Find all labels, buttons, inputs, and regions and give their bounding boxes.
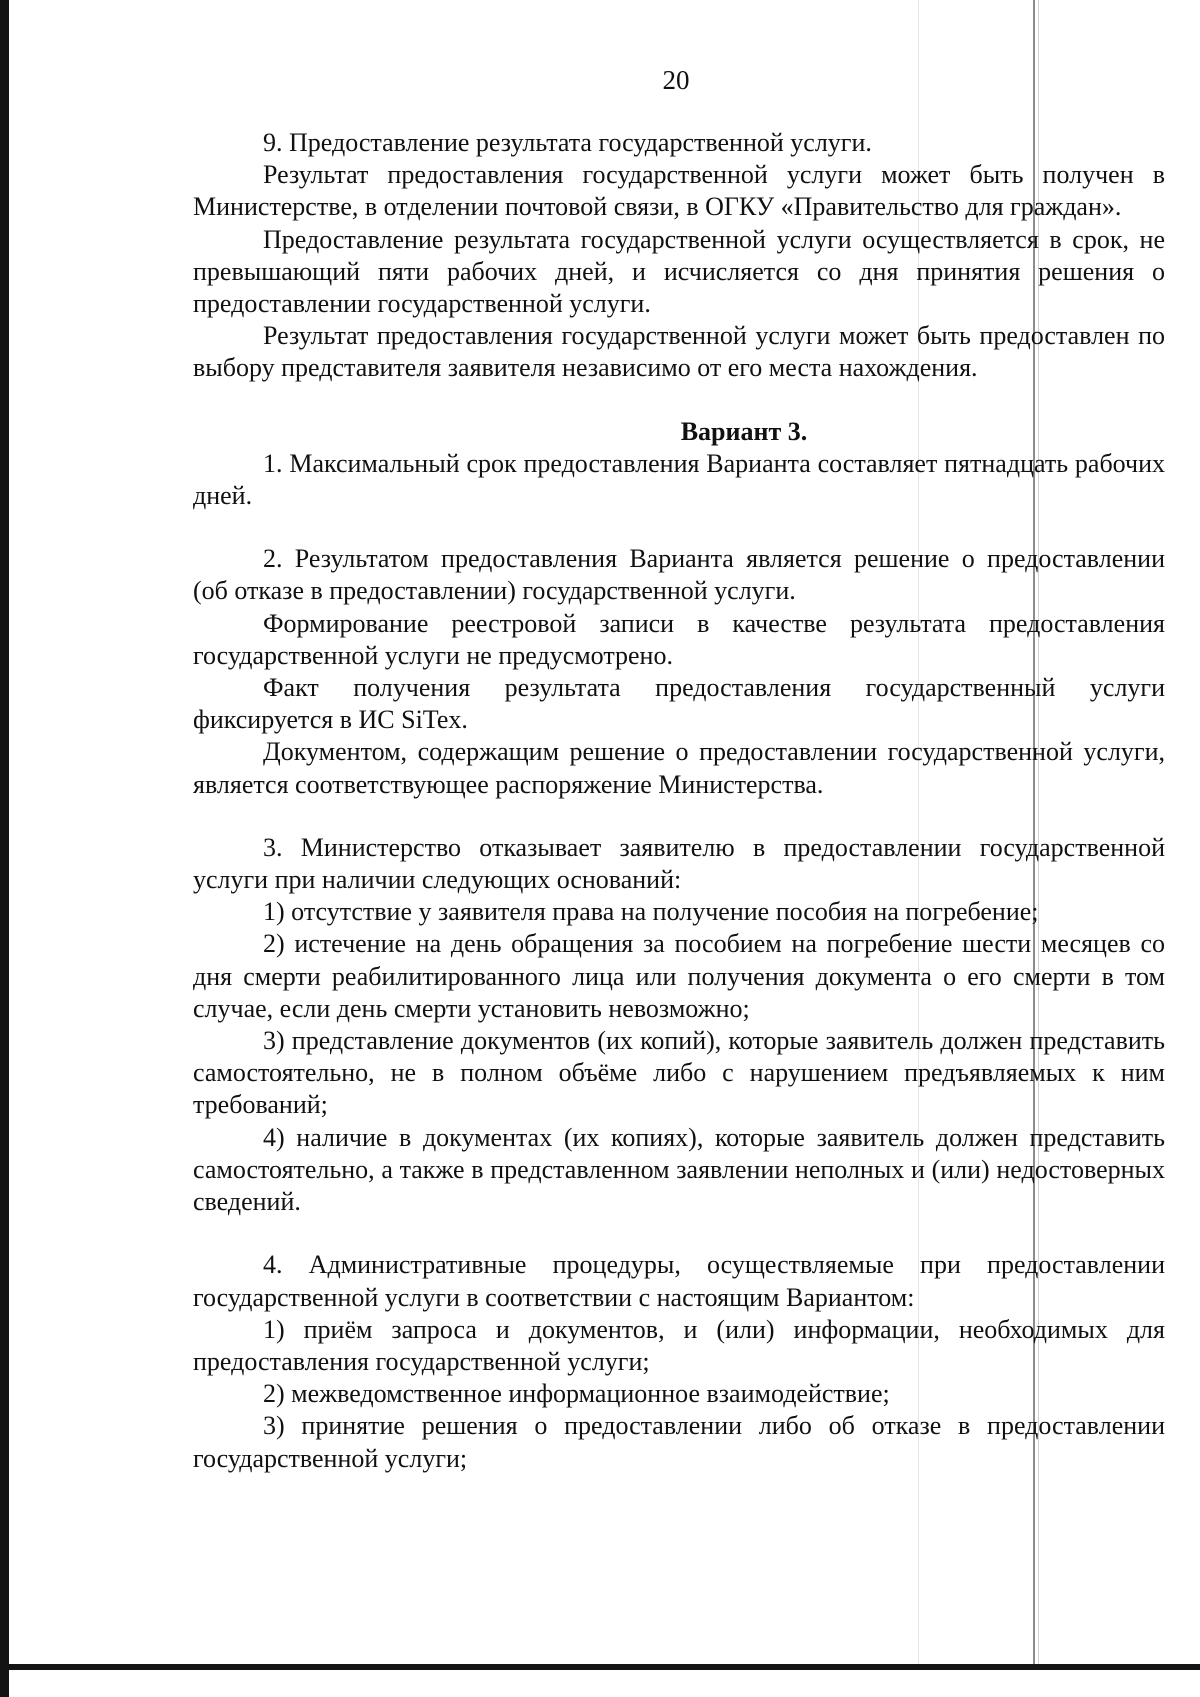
- variant-heading: Вариант 3.: [680, 416, 808, 446]
- scan-edge-bottom: [0, 1664, 1200, 1670]
- list-item: 1) приём запроса и документов, и (или) информации, необходимых для предоставления государственной услуги;: [193, 1314, 1165, 1376]
- list-item: 2) межведомственное информационное взаимодействие;: [263, 1379, 890, 1409]
- list-item: 1) отсутствие у заявителя права на получение пособия на погребение;: [263, 897, 1039, 927]
- paragraph: Формирование реестровой записи в качестве результата предоставления государственной услуги не предусмотрено.: [193, 608, 1165, 670]
- list-item: 3) представление документов (их копий), которые заявитель должен представить самостоятельно, не в полном объёме либо с нарушением предъявляемых к ним требований;: [193, 1026, 1165, 1120]
- paragraph: 1. Максимальный срок предоставления Варианта составляет пятнадцать рабочих дней.: [193, 448, 1165, 511]
- list-item: 2) истечение на день обращения за пособием на погребение шести месяцев со дня смерти реабилитированного лица или получения документа о его смерти в том случае, если день смерти установить невозможно;: [193, 929, 1165, 1023]
- list-item: 3) принятие решения о предоставлении либо об отказе в предоставлении государственной услуги;: [193, 1411, 1165, 1473]
- scan-edge-left: [0, 0, 9, 1697]
- paragraph: Документом, содержащим решение о предоставлении государственной услуги, является соответствующее распоряжение Министерства.: [193, 737, 1165, 799]
- document-body: [193, 127, 1165, 1475]
- section-9-title: 9. Предоставление результата государственной услуги.: [263, 128, 872, 157]
- paragraph: 4. Административные процедуры, осуществляемые при предоставлении государственной услуги в соответствии с настоящим Вариантом:: [193, 1250, 1165, 1312]
- paragraph: Результат предоставления государственной услуги может быть получен в Министерстве, в отделении почтовой связи, в ОГКУ «Правительство для граждан».: [193, 160, 1165, 222]
- paragraph: 2. Результатом предоставления Варианта является решение о предоставлении (об отказе в предоставлении) государственной услуги.: [193, 544, 1165, 606]
- paragraph: 3. Министерство отказывает заявителю в предоставлении государственной услуги при наличии следующих оснований:: [193, 832, 1165, 895]
- paragraph: Факт получения результата предоставления государственный услуги фиксируется в ИС SiTex.: [193, 673, 1165, 735]
- page-number: 20: [662, 65, 690, 95]
- paragraph: Результат предоставления государственной услуги может быть предоставлен по выбору представителя заявителя независимо от его места нахождения.: [193, 321, 1165, 383]
- paragraph: Предоставление результата государственной услуги осуществляется в срок, не превышающий пяти рабочих дней, и исчисляется со дня принятия решения о предоставлении государственной услуги.: [193, 224, 1165, 319]
- list-item: 4) наличие в документах (их копиях), которые заявитель должен представить самостоятельно, а также в представленном заявлении неполных и (или) недостоверных сведений.: [193, 1122, 1165, 1217]
